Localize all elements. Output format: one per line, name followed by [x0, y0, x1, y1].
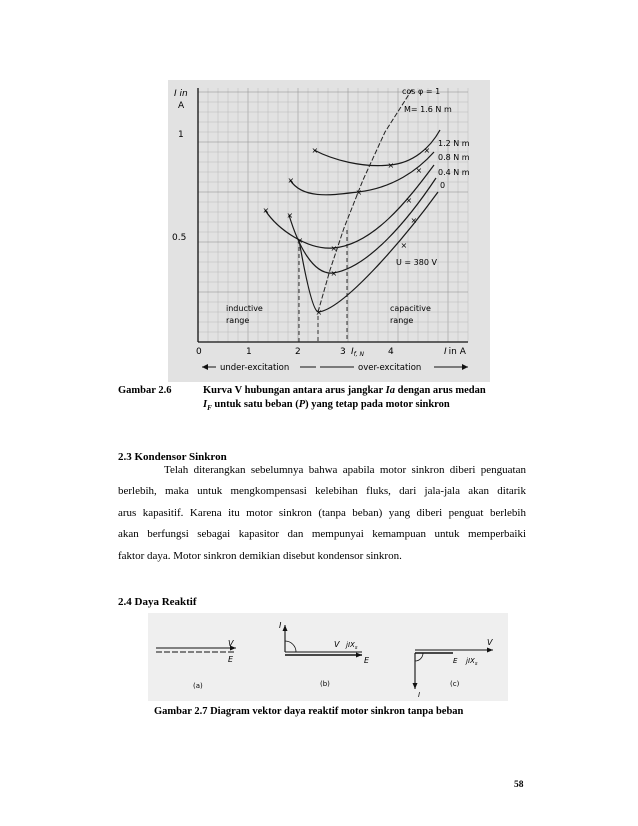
a-caption: (a): [193, 682, 203, 690]
c-e-label: E: [453, 657, 458, 665]
over-excitation-label: over-excitation: [358, 363, 422, 373]
b-v-label: V: [334, 640, 340, 649]
caption1-part2: dengan arus medan: [394, 385, 486, 396]
under-excitation-label: under-excitation: [220, 363, 290, 373]
inductive-label-2: range: [226, 316, 250, 325]
caption1-part1: Kurva V hubungan antara arus jangkar: [203, 385, 386, 396]
section-2-3-paragraph: [118, 460, 526, 567]
x-tick-2: 2: [295, 347, 301, 357]
inductive-label-1: inductive: [226, 304, 263, 313]
legend-0-4: 0.4 N m: [438, 168, 470, 177]
figure-background: [168, 80, 490, 382]
x-axis-label: I in A: [444, 347, 466, 357]
legend-cos-phi: cos φ = 1: [402, 87, 441, 96]
caption1-if: I: [203, 399, 208, 410]
b-e-label: E: [364, 656, 370, 665]
caption1-if-sub: F: [207, 404, 212, 413]
caption-fig-2-6-label: Gambar 2.6: [118, 385, 172, 396]
y-tick-0-5: 0.5: [172, 233, 187, 243]
curve-marker: ×: [330, 244, 338, 253]
v-curve-figure: [168, 80, 490, 382]
curve-marker: ×: [400, 241, 408, 250]
b-i-label: I: [279, 621, 282, 630]
curve-marker: ×: [423, 146, 431, 155]
paragraph-line: berlebih, maka untuk mengkompensasi kelebihan fluks, dari jala-jala akan ditarik: [118, 485, 526, 498]
caption1-ia: Ia: [385, 385, 395, 396]
caption1-p: P: [298, 399, 306, 410]
page-number: 58: [514, 780, 524, 790]
curve-marker: ×: [405, 196, 413, 205]
curve-marker: ×: [315, 308, 323, 317]
a-e-label: E: [228, 655, 234, 664]
legend-m-1-6: M= 1.6 N m: [404, 105, 452, 114]
paragraph-line: Telah diterangkan sebelumnya bahwa apabila motor sinkron diberi penguatan: [164, 464, 526, 476]
caption-fig-2-6-text: [203, 384, 529, 415]
c-i-label: I: [418, 691, 421, 699]
legend-1-2: 1.2 N m: [438, 139, 470, 148]
curve-marker: ×: [387, 161, 395, 170]
x-tick-0: 0: [196, 347, 202, 357]
y-axis-unit: A: [178, 101, 185, 111]
vector-diagram-figure: [148, 613, 508, 701]
paragraph-line: faktor daya. Motor sinkron demikian disebut kondensor sinkron.: [118, 549, 402, 562]
legend-0: 0: [440, 181, 446, 190]
voltage-label: U = 380 V: [396, 258, 437, 267]
section-2-4-heading: 2.4 Daya Reaktif: [118, 596, 197, 608]
curve-marker: ×: [311, 146, 319, 155]
c-caption: (c): [450, 680, 460, 688]
capacitive-label-2: range: [390, 316, 414, 325]
x-label-if-n: $I_{f, N}$: [351, 347, 364, 358]
curve-marker: ×: [330, 269, 338, 278]
curve-marker: ×: [355, 188, 363, 197]
capacitive-label-1: capacitive: [390, 304, 431, 313]
caption-fig-2-7: Gambar 2.7 Diagram vektor daya reaktif motor sinkron tanpa beban: [154, 706, 464, 717]
section-2-3-heading: 2.3 Kondensor Sinkron: [118, 451, 227, 463]
curve-marker: ×: [415, 166, 423, 175]
caption1-part4: ) yang tetap pada motor sinkron: [305, 399, 450, 410]
c-jixs-label: jIX$_s$: [466, 657, 478, 667]
y-axis-label: I in: [174, 89, 188, 99]
paragraph-line: akan berfungsi sebagai kapasitor dan mempunyai kemampuan untuk memperbaiki: [118, 528, 526, 541]
curve-marker: ×: [286, 211, 294, 220]
c-v-label: V: [487, 638, 493, 647]
y-tick-1: 1: [178, 130, 184, 140]
b-caption: (b): [320, 680, 330, 688]
x-tick-1: 1: [246, 347, 252, 357]
caption1-part3: untuk satu beban (: [211, 399, 299, 410]
b-jixs-label: jIX$_s$: [346, 641, 358, 651]
curve-marker: ×: [262, 206, 270, 215]
a-v-label: V: [228, 639, 234, 648]
paragraph-line: arus kapasitif. Karena itu motor sinkron (tanpa beban) yang diberi penguat berlebih: [118, 506, 526, 519]
legend-0-8: 0.8 N m: [438, 153, 470, 162]
curve-marker: ×: [287, 176, 295, 185]
curve-marker: ×: [410, 216, 418, 225]
x-tick-4: 4: [388, 347, 394, 357]
x-tick-3: 3: [340, 347, 346, 357]
curve-marker: ×: [296, 236, 304, 245]
